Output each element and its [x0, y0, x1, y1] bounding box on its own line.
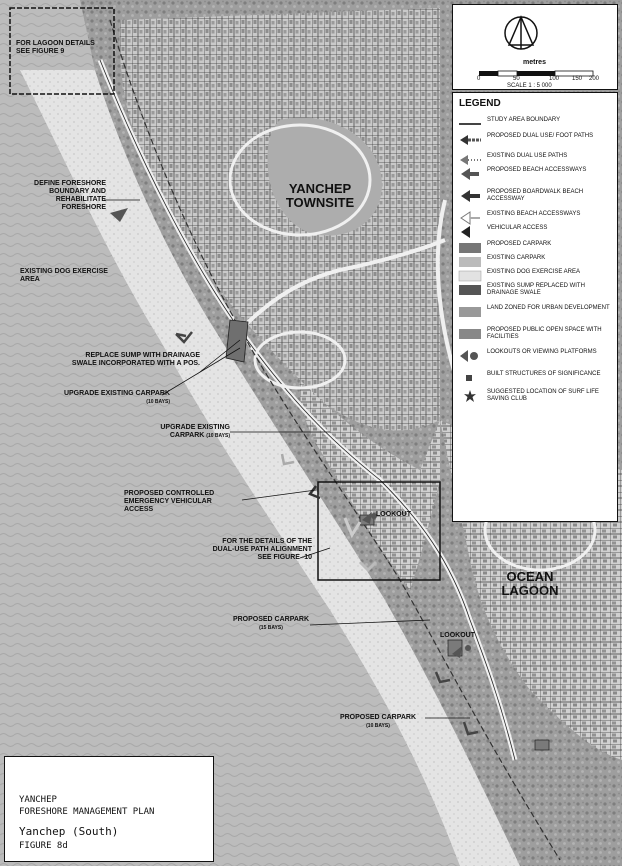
scale-unit: metres	[523, 59, 546, 66]
fill-mid-icon	[458, 241, 482, 255]
annotation-upgrade-carpark-1: UPGRADE EXISTING CARPARK (10 BAYS)	[63, 390, 170, 405]
scale-ratio: SCALE 1 : 5 000	[507, 83, 552, 89]
star-icon	[458, 389, 482, 403]
legend-item-label: LAND ZONED FOR URBAN DEVELOPMENT	[487, 305, 610, 311]
north-scale-panel	[452, 4, 618, 90]
legend-item-label: EXISTING DUAL USE PATHS	[487, 153, 568, 159]
legend-item-label: PROPOSED DUAL USE/ FOOT PATHS	[487, 133, 594, 139]
sump-drainage-swale	[226, 320, 248, 362]
arrow-boardwalk-icon	[458, 189, 482, 203]
fill-dark-icon	[458, 283, 482, 297]
place-ocean-lagoon: OCEAN LAGOON	[501, 569, 559, 598]
fill-pos-icon	[458, 327, 482, 341]
legend-item-label: PROPOSED BEACH ACCESSWAYS	[487, 167, 587, 173]
arrow-vehicle-icon	[458, 225, 482, 239]
scale-tick: 50	[513, 76, 520, 82]
title-line-1: YANCHEP	[19, 795, 57, 805]
legend-item-label: EXISTING BEACH ACCESSWAYS	[487, 211, 581, 217]
annotation-lookout-2: LOOKOUT	[440, 632, 475, 639]
annotation-replace-sump: REPLACE SUMP WITH DRAINAGE SWALE INCORPORATED WITH A POS.	[71, 352, 200, 367]
legend-item-label: LOOKOUTS OR VIEWING PLATFORMS	[487, 349, 597, 355]
legend-item-label: VEHICULAR ACCESS	[487, 225, 548, 231]
boundary-line-icon	[458, 117, 482, 131]
annotation-dual-use-path: FOR THE DETAILS OF THE DUAL-USE PATH ALIGNMENT SEE FIGURE -10	[212, 538, 312, 561]
title-line-3: Yanchep (South)	[19, 825, 119, 838]
arrow-dotted-icon	[458, 153, 482, 167]
annotation-define-foreshore: DEFINE FORESHORE BOUNDARY AND REHABILITATE FORESHORE	[34, 180, 106, 211]
legend-item-label: EXISTING DOG EXERCISE AREA	[487, 269, 581, 275]
fill-pale-icon	[458, 269, 482, 283]
legend-item-label: SUGGESTED LOCATION OF SURF LIFE SAVING CLUB	[487, 389, 599, 402]
annotation-dog-exercise: EXISTING DOG EXERCISE AREA	[20, 268, 108, 283]
legend-item-label: PROPOSED BOARDWALK BEACH ACCESSWAY	[487, 189, 584, 202]
annotation-emergency-access: PROPOSED CONTROLLED EMERGENCY VEHICULAR ACCESS	[124, 490, 215, 513]
annotation-proposed-carpark-15: PROPOSED CARPARK (15 BAYS)	[232, 616, 310, 631]
scale-tick: 0	[477, 76, 481, 82]
scale-tick: 100	[549, 76, 560, 82]
title-line-2: FORESHORE MANAGEMENT PLAN	[19, 807, 155, 817]
legend-item-label: BUILT STRUCTURES OF SIGNIFICANCE	[487, 371, 601, 377]
place-yanchep-townsite: YANCHEP TOWNSITE	[285, 181, 355, 210]
proposed-carpark-10-bays	[535, 740, 549, 750]
arrow-mid-icon	[458, 167, 482, 181]
arrow-dark-icon	[458, 133, 482, 147]
legend-title: LEGEND	[459, 98, 501, 109]
scale-tick: 200	[589, 76, 600, 82]
legend-item-label: STUDY AREA BOUNDARY	[487, 117, 561, 123]
fill-light-icon	[458, 255, 482, 269]
legend-item-label: PROPOSED PUBLIC OPEN SPACE WITH FACILITIES	[487, 327, 602, 340]
legend-item-label: EXISTING CARPARK	[487, 255, 546, 261]
arrow-light-icon	[458, 211, 482, 225]
scale-tick: 150	[572, 76, 583, 82]
structure-icon	[458, 371, 482, 385]
title-block	[4, 756, 214, 862]
legend-item-label: PROPOSED CARPARK	[487, 241, 552, 247]
annotation-lookout-1: LOOKOUT	[376, 511, 411, 518]
legend-panel	[452, 92, 618, 522]
legend-item-label: EXISTING SUMP REPLACED WITH DRAINAGE SWALE	[487, 283, 585, 296]
annotation-lagoon-details: FOR LAGOON DETAILS SEE FIGURE 9	[16, 40, 95, 55]
title-line-4: FIGURE 8d	[19, 841, 68, 851]
annotation-upgrade-carpark-2: UPGRADE EXISTING CARPARK (10 BAYS)	[160, 424, 230, 439]
fill-grey-icon	[458, 305, 482, 319]
annotation-proposed-carpark-10: PROPOSED CARPARK (10 BAYS)	[339, 714, 417, 729]
lookout-icon	[458, 349, 482, 363]
